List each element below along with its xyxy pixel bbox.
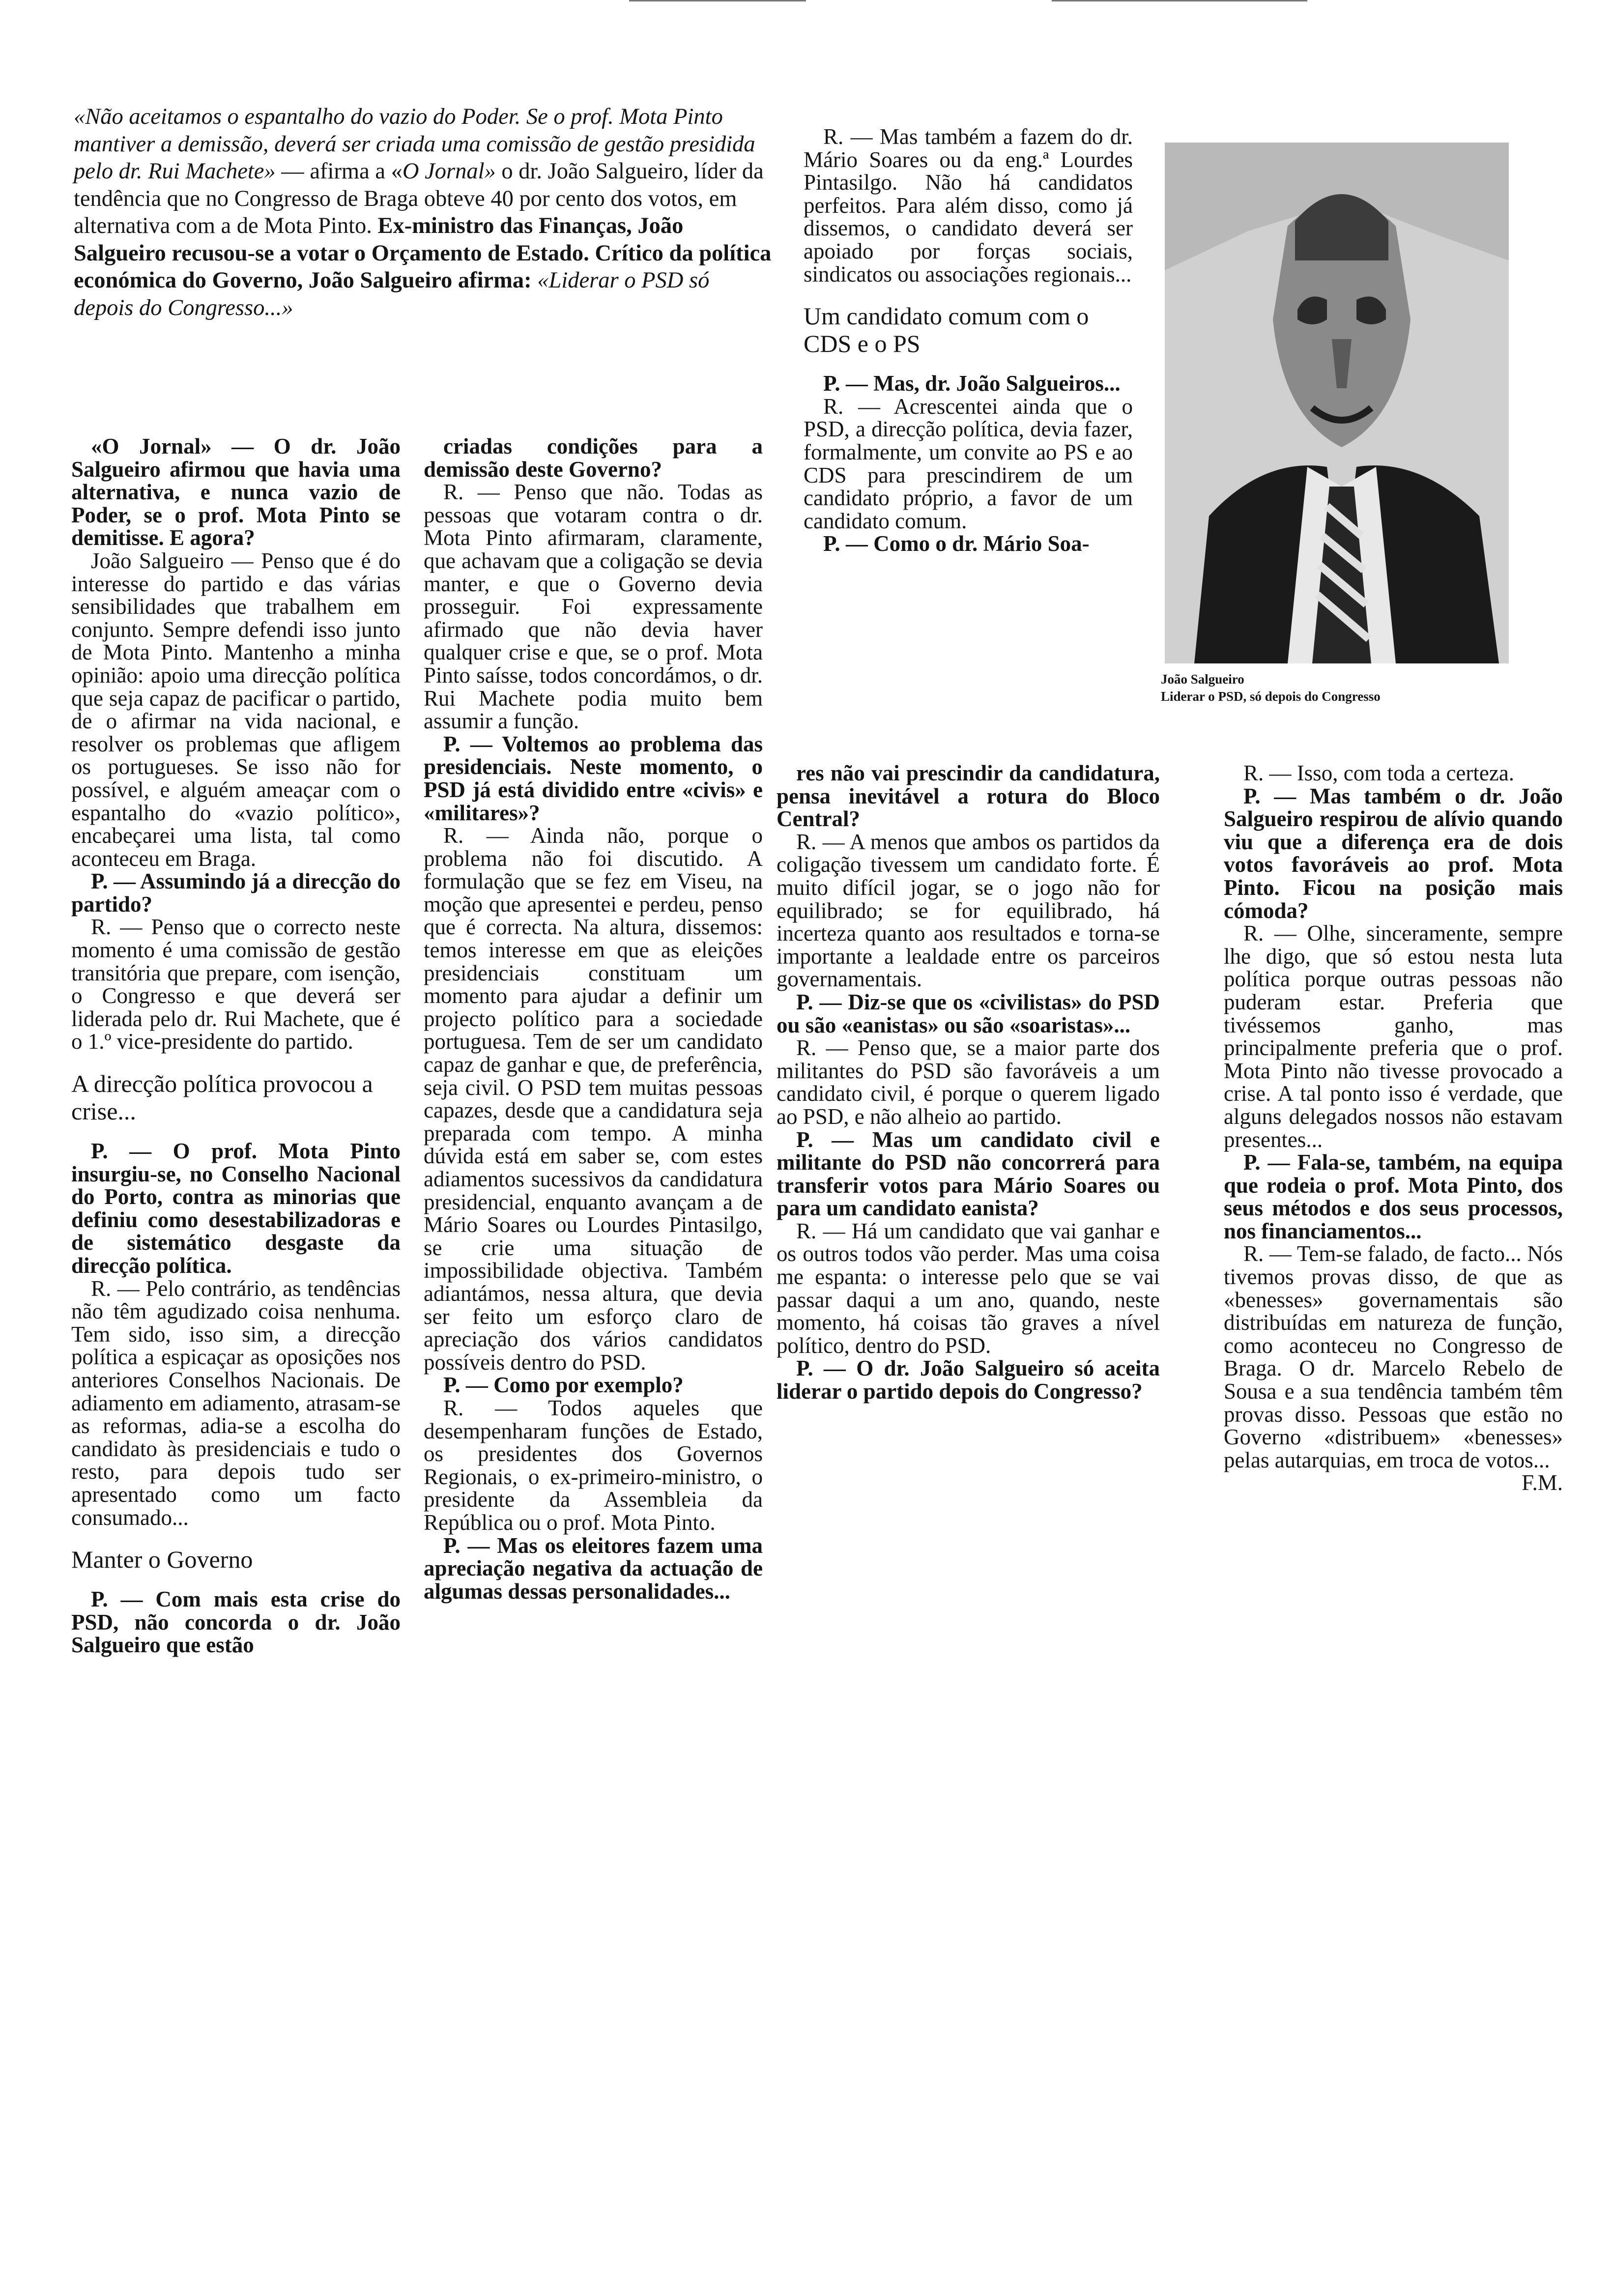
interview-question: P. — Mas um candidato civil e militante do PSD não concorrerá para transferir votos para Mário Soares ou para um candidato eanista?	[777, 1127, 1160, 1221]
interview-question: P. — Voltemos ao problema das presidenciais. Neste momento, o PSD já está dividido entre «civis» e «militares»?	[424, 731, 763, 825]
caption-text: Liderar o PSD, só depois do Congresso	[1161, 689, 1381, 704]
interview-answer: R. — Penso que, se a maior parte dos militantes do PSD são favoráveis a um candidato civil, é porque o querem ligado ao PSD, e não alheio ao partido.	[777, 1035, 1160, 1129]
column-2	[424, 435, 763, 1603]
intro-closing-quote: «Liderar o PSD só depois do Congresso...»	[74, 268, 710, 320]
intro-quote: «Não aceitamos o espantalho do vazio do Poder. Se o prof. Mota Pinto mantiver a demissão, deverá ser criada uma comissão de gestão presidida pelo dr. Rui Machete»	[74, 104, 755, 184]
interview-answer: R. — Pelo contrário, as tendências não têm agudizado coisa nenhuma. Tem sido, isso sim, a direcção política a espicaçar as oposições nos anteriores Conselhos Nacionais. De adiamento em adiamento, atrasam-se as reformas, adia-se a escolha do candidato às presidenciais e tudo o resto, para depois tudo ser apresentado como um facto consumado...	[71, 1276, 401, 1530]
interview-question: «O Jornal» — O dr. João Salgueiro afirmou que havia uma alternativa, e nunca vazio de Poder, se o prof. Mota Pinto se demitisse. E agora?	[71, 434, 401, 550]
interview-answer: R. — Ainda não, porque o problema não foi discutido. A formulação que se fez em Viseu, na moção que apresentei e perdeu, penso que é correcta. Na altura, dissemos: temos interesse em que as eleições presidenciais constituam um momento para ajudar a definir um projecto político para a sociedade portuguesa. Tem de ser um candidato capaz de ganhar e que, de preferência, seja civil. O PSD tem muitas pessoas capazes, desde que a candidatura seja preparada com tempo. A minha dúvida está em saber se, com estes adiamentos sucessivos da candidatura presidencial, enquanto avançam a de Mário Soares ou Lourdes Pintasilgo, se crie uma situação de impossibilidade objectiva. Também adiantámos, nessa altura, que devia ser feito um esforço claro de apreciação dos vários candidatos possíveis dentro do PSD.	[424, 823, 763, 1375]
intro-attribution: — afirma a «	[275, 159, 403, 184]
interview-question: P. — Fala-se, também, na equipa que rodeia o prof. Mota Pinto, dos seus métodos e dos seus processos, nos financiamentos...	[1224, 1150, 1563, 1243]
interview-question: P. — Mas os eleitores fazem uma apreciação negativa da actuação de algumas dessas personalidades...	[424, 1533, 763, 1604]
interview-answer: R. — Penso que não. Todas as pessoas que votaram contra o dr. Mota Pinto afirmaram, claramente, que achavam que a coligação se devia manter, e que o Governo devia prosseguir. Foi expressamente afirmado que não devia haver qualquer crise e que, se o prof. Mota Pinto saísse, todos concordámos, o dr. Rui Machete podia muito bem assumir a função.	[424, 480, 763, 734]
interview-question: P. — Com mais esta crise do PSD, não concorda o dr. João Salgueiro que estão	[71, 1587, 401, 1658]
portrait-photo	[1165, 113, 1509, 663]
section-heading: Um candidato comum com o CDS e o PS	[804, 302, 1089, 358]
interview-answer: R. — Penso que o correcto neste momento é uma comissão de gestão transitória que prepare, com isenção, o Congresso e que deverá ser liderada pelo dr. Rui Machete, que é o 1.º vice-presidente do partido.	[71, 915, 401, 1054]
interview-answer: R. — Mas também a fazem do dr. Mário Soares ou da eng.ª Lourdes Pintasilgo. Não há candidatos perfeitos. Para além disso, como já dissemos, o candidato deverá ser apoiado por forças sociais, sindicatos ou associações regionais...	[804, 124, 1133, 287]
scan-edge	[1052, 0, 1307, 1]
interview-answer: R. — Acrescentei ainda que o PSD, a direcção política, devia fazer, formalmente, um convite ao PS e ao CDS para prescindirem de um candidato próprio, a favor de um candidato comum.	[804, 394, 1133, 533]
interview-question: P. — Assumindo já a direcção do partido?	[71, 869, 401, 917]
interview-answer: R. — Tem-se falado, de facto... Nós tivemos provas disso, de que as «benesses» governamentais são distribuídas em natureza de função, como aconteceu no Congresso de Braga. O dr. Marcelo Rebelo de Sousa e a sua tendência também têm provas disso. Pessoas que estão no Governo «distribuem» «benesses» pelas autarquias, em troca de votos...	[1224, 1241, 1563, 1472]
interview-answer: R. — Há um candidato que vai ganhar e os outros todos vão perder. Mas uma coisa me espanta: o interesse pelo que se vai passar daqui a um ano, quando, neste momento, há coisas tão graves a nível político, dentro do PSD.	[777, 1218, 1160, 1358]
section-heading: Manter o Governo	[71, 1546, 253, 1574]
scan-edge	[629, 0, 806, 1]
column-3	[777, 762, 1160, 1403]
interview-question: criadas condições para a demissão deste Governo?	[424, 434, 763, 482]
photo-caption	[1161, 671, 1534, 705]
column-3-top	[804, 125, 1133, 555]
column-4	[1224, 762, 1563, 1494]
interview-question: P. — Como por exemplo?	[443, 1373, 684, 1398]
caption-name: João Salgueiro	[1161, 672, 1244, 687]
interview-answer: R. — Todos aqueles que desempenharam funções de Estado, os presidentes dos Governos Regionais, o ex-primeiro-ministro, o presidente da Assembleia da República ou o prof. Mota Pinto.	[424, 1395, 763, 1535]
interview-question: P. — O prof. Mota Pinto insurgiu-se, no Conselho Nacional do Porto, contra as minorias que definiu como desestabilizadoras e de sistemático desgaste da direcção política.	[71, 1139, 401, 1278]
interview-answer: R. — A menos que ambos os partidos da coligação tivessem um candidato forte. É muito difícil jogar, se o jogo não for equilibrado; se for equilibrado, há incerteza quanto aos resultados e torna-se importante a lealdade entre os parceiros governamentais.	[777, 829, 1160, 992]
interview-question: res não vai prescindir da candidatura, pensa inevitável a rotura do Bloco Central?	[777, 761, 1160, 832]
interview-question: P. — O dr. João Salgueiro só aceita liderar o partido depois do Congresso?	[777, 1356, 1160, 1404]
intro-bold: Ex-ministro das Finanças, João Salgueiro recusou-se a votar o Orçamento de Estado. Crítico da política económica do Governo, João Salgueiro afirma:	[74, 213, 772, 293]
intro-paragraph	[74, 103, 772, 321]
interview-answer: João Salgueiro — Penso que é do interesse do partido e das várias sensibilidades que trabalhem em conjunto. Sempre defendi isso junto de Mota Pinto. Mantenho a minha opinião: apoio uma direcção política que seja capaz de pacificar o partido, de o afirmar na vida nacional, e resolver os problemas que afligem os portugueses. Se isso não for possível, e alguém ameaçar com o espantalho do «vazio político», encabeçarei uma lista, tal como aconteceu em Braga.	[71, 548, 401, 871]
intro-attribution-2: o dr. João Salgueiro, líder da tendência que no Congresso de Braga obteve 40 por cento dos votos, em alternativa com a de Mota Pinto.	[74, 159, 764, 238]
interview-question: P. — Mas, dr. João Salgueiros...	[823, 371, 1121, 396]
intro-journal: O Jornal»	[402, 159, 496, 184]
interview-answer: R. — Isso, com toda a certeza.	[1243, 761, 1515, 785]
interview-question: P. — Mas também o dr. João Salgueiro respirou de alívio quando viu que a diferença era de dois votos favoráveis ao prof. Mota Pinto. Ficou na posição mais cómoda?	[1224, 783, 1563, 923]
interview-question: P. — Como o dr. Mário Soa-	[823, 531, 1090, 556]
interview-answer: R. — Olhe, sinceramente, sempre lhe digo, que só estou nesta luta política porque outras pessoas não puderam estar. Preferia que tivéssemos ganho, mas principalmente preferia que o prof. Mota Pinto não tivesse provocado a crise. A tal ponto isso é verdade, que alguns delegados nossos não estavam presentes...	[1224, 921, 1563, 1152]
interview-question: P. — Diz-se que os «civilistas» do PSD ou são «eanistas» ou são «soaristas»...	[777, 989, 1160, 1037]
column-1	[71, 435, 401, 1657]
section-heading: A direcção política provocou a crise...	[71, 1070, 373, 1125]
author-signature: F.M.	[1522, 1470, 1563, 1495]
